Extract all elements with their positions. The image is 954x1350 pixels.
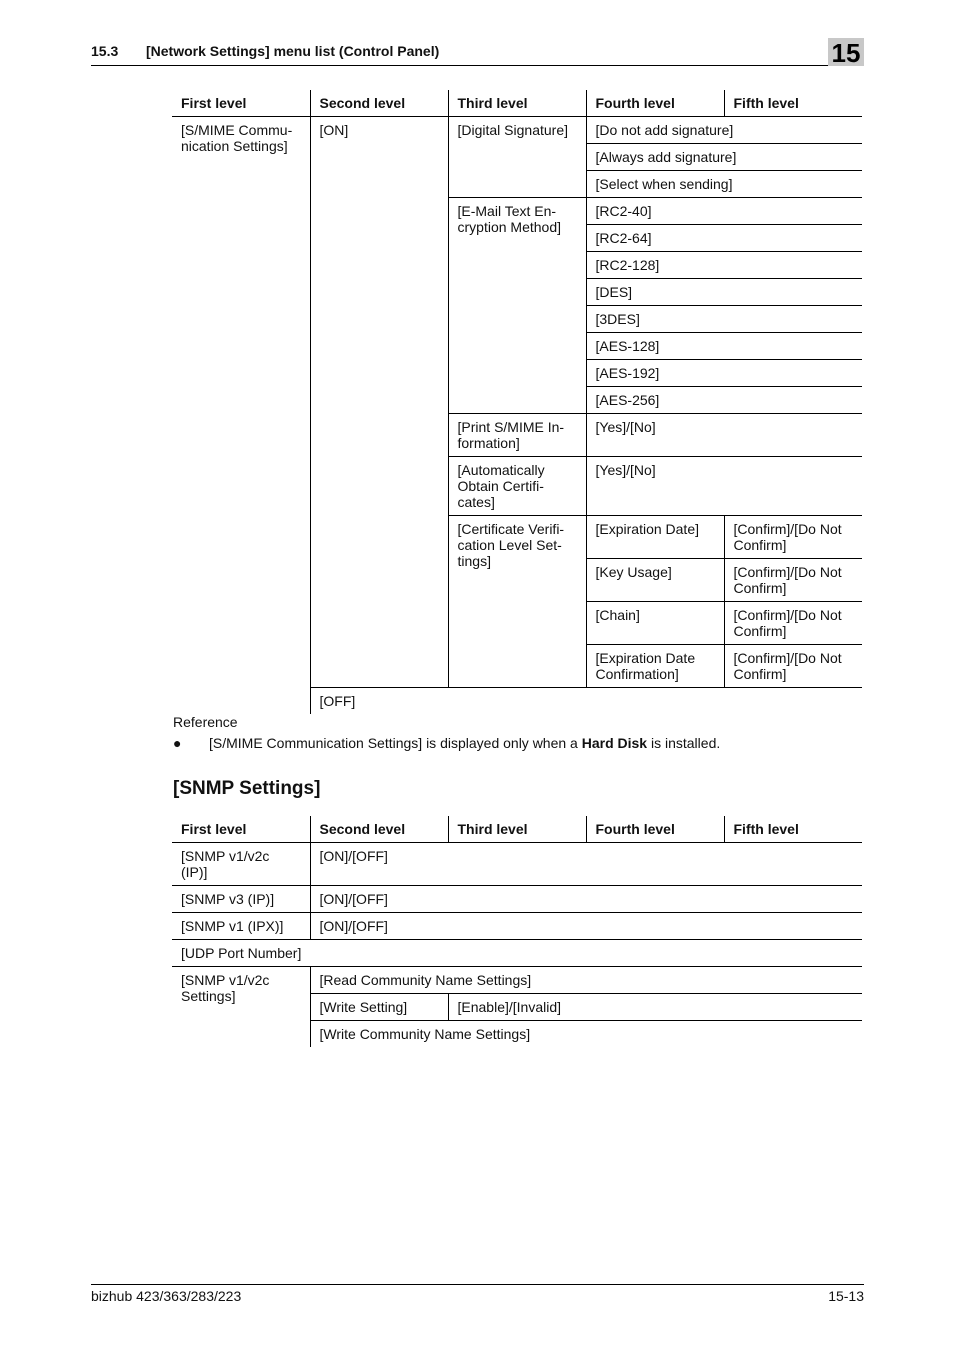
digital-signature: [Digital Signature] (448, 117, 586, 198)
auto-obtain-certificates: [Automatically Obtain Certifi- cates] (448, 457, 586, 516)
write-community-name: [Write Community Name Settings] (310, 1021, 862, 1048)
cert-item-value: [Confirm]/[Do Not Confirm] (724, 516, 862, 559)
snmp-value: [ON]/[OFF] (310, 886, 862, 913)
smime-first-level: [S/MIME Commu- nication Settings] (181, 122, 293, 154)
col-first-level: First level (172, 90, 310, 117)
udp-port-number: [UDP Port Number] (172, 940, 862, 967)
footer-model: bizhub 423/363/283/223 (91, 1288, 242, 1304)
cert-item-name: [Key Usage] (586, 559, 724, 602)
print-smime-information: [Print S/MIME In- formation] (448, 414, 586, 457)
smime-on: [ON] (310, 117, 448, 688)
email-encryption-method: [E-Mail Text En- cryption Method] (448, 198, 586, 414)
write-setting: [Write Setting] (310, 994, 448, 1021)
smime-settings-table (172, 90, 862, 714)
snmp-v3-ip: [SNMP v3 (IP)] (172, 886, 310, 913)
auto-obtain-value: [Yes]/[No] (586, 457, 862, 516)
cert-item-value: [Confirm]/[Do Not Confirm] (724, 645, 862, 688)
col-fifth-level: Fifth level (724, 90, 862, 117)
table-row (172, 940, 862, 967)
print-info-value: [Yes]/[No] (586, 414, 862, 457)
sig-option: [Select when sending] (586, 171, 862, 198)
table-header-row (172, 90, 862, 117)
cert-item-name: [Expiration Date] (586, 516, 724, 559)
cert-verification-level: [Certificate Verifi- cation Level Set- tings] (448, 516, 586, 688)
cert-item-name: [Expiration Date Confirmation] (586, 645, 724, 688)
enc-option: [AES-192] (586, 360, 862, 387)
snmp-v1-ipx: [SNMP v1 (IPX)] (172, 913, 310, 940)
enc-option: [RC2-128] (586, 252, 862, 279)
section-title: [Network Settings] menu list (Control Panel) (146, 43, 440, 59)
reference-text: [S/MIME Communication Settings] is displayed only when a Hard Disk is installed. (209, 735, 721, 751)
col-first-level: First level (172, 816, 310, 843)
snmp-settings-table (172, 816, 862, 1047)
col-second-level: Second level (310, 90, 448, 117)
chapter-badge: 15 (828, 38, 864, 66)
enc-option: [AES-128] (586, 333, 862, 360)
table-row (172, 117, 862, 144)
col-third-level: Third level (448, 816, 586, 843)
table-row (172, 913, 862, 940)
enc-option: [3DES] (586, 306, 862, 333)
cert-item-value: [Confirm]/[Do Not Confirm] (724, 602, 862, 645)
table-row (172, 967, 862, 994)
read-community-name: [Read Community Name Settings] (310, 967, 862, 994)
snmp-value: [ON]/[OFF] (310, 913, 862, 940)
sig-option: [Always add signature] (586, 144, 862, 171)
reference-label: Reference (173, 714, 238, 730)
col-fourth-level: Fourth level (586, 816, 724, 843)
section-number: 15.3 (91, 43, 119, 59)
col-second-level: Second level (310, 816, 448, 843)
cert-item-value: [Confirm]/[Do Not Confirm] (724, 559, 862, 602)
write-setting-value: [Enable]/[Invalid] (448, 994, 862, 1021)
enc-option: [RC2-40] (586, 198, 862, 225)
table-row (172, 886, 862, 913)
sig-option: [Do not add signature] (586, 117, 862, 144)
enc-option: [AES-256] (586, 387, 862, 414)
footer-page-number: 15-13 (828, 1288, 864, 1304)
snmp-v1v2c-ip: [SNMP v1/v2c (IP)] (181, 848, 270, 880)
running-header (91, 42, 864, 66)
table-row (172, 843, 862, 886)
cert-item-name: [Chain] (586, 602, 724, 645)
enc-option: [RC2-64] (586, 225, 862, 252)
page-footer (91, 1284, 864, 1304)
col-fifth-level: Fifth level (724, 816, 862, 843)
bullet-icon: ● (173, 735, 182, 751)
col-fourth-level: Fourth level (586, 90, 724, 117)
snmp-v1v2c-settings: [SNMP v1/v2c Settings] (172, 967, 310, 1048)
snmp-value: [ON]/[OFF] (310, 843, 862, 886)
smime-off: [OFF] (310, 687, 862, 714)
snmp-section-title: [SNMP Settings] (173, 778, 321, 799)
col-third-level: Third level (448, 90, 586, 117)
enc-option: [DES] (586, 279, 862, 306)
table-header-row (172, 816, 862, 843)
